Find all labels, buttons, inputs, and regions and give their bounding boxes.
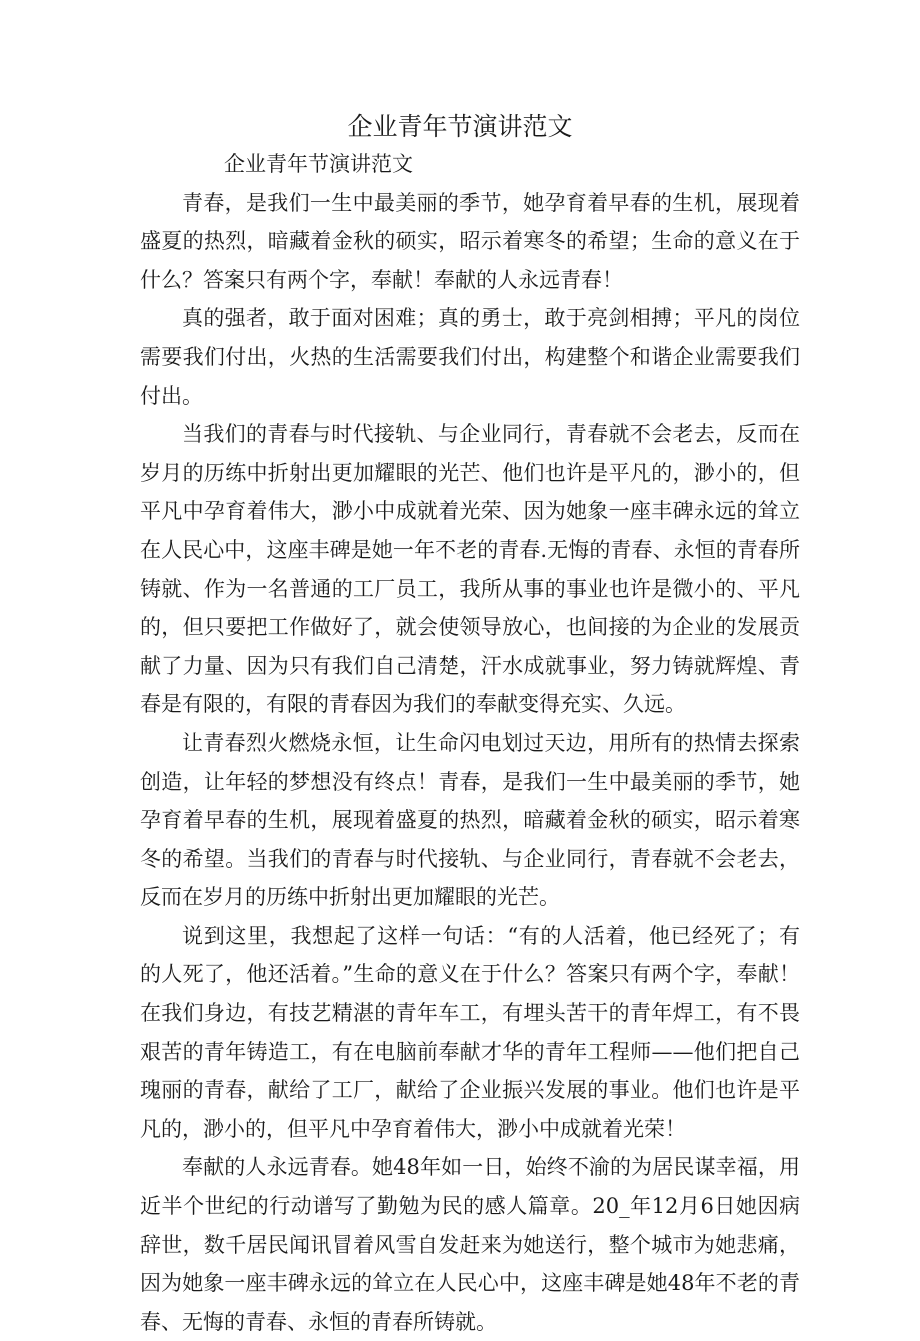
paragraph: 当我们的青春与时代接轨、与企业同行，青春就不会老去，反而在岁月的历练中折射出更加耀眼的光芒、他们也许是平凡的，渺小的，但平凡中孕育着伟大，渺小中成就着光荣、因为她象一座丰碑永远的耸立在人民心中，这座丰碑是她一年不老的青春.无悔的青春、永恒的青春所铸就、作为一名普通的工厂员工，我所从事的事业也许是微小的、平凡的，但只要把工作做好了，就会使领导放心，也间接的为企业的发展贡献了力量、因为只有我们自己清楚，汗水成就事业，努力铸就辉煌、青春是有限的，有限的青春因为我们的奉献变得充实、久远。 bbox=[140, 422, 800, 717]
document-subtitle: 企业青年节演讲范文 bbox=[224, 152, 413, 176]
paragraph: 青春，是我们一生中最美丽的季节，她孕育着早春的生机，展现着盛夏的热烈，暗藏着金秋的硕实，昭示着寒冬的希望；生命的意义在于什么？答案只有两个字，奉献！奉献的人永远青春！ bbox=[140, 190, 800, 292]
paragraph: 让青春烈火燃烧永恒，让生命闪电划过天边，用所有的热情去探索创造，让年轻的梦想没有终点！青春，是我们一生中最美丽的季节，她孕育着早春的生机，展现着盛夏的热烈，暗藏着金秋的硕实，昭示着寒冬的希望。当我们的青春与时代接轨、与企业同行，青春就不会老去，反而在岁月的历练中折射出更加耀眼的光芒。 bbox=[140, 730, 800, 910]
paragraph: 真的强者，敢于面对困难；真的勇士，敢于亮剑相搏；平凡的岗位需要我们付出，火热的生活需要我们付出，构建整个和谐企业需要我们付出。 bbox=[140, 306, 800, 408]
document-title: 企业青年节演讲范文 bbox=[347, 112, 573, 141]
paragraph: 说到这里，我想起了这样一句话：“有的人活着，他已经死了；有的人死了，他还活着。”生命的意义在于什么？答案只有两个字，奉献！在我们身边，有技艺精湛的青年车工，有埋头苦干的青年焊工，有不畏艰苦的青年铸造工，有在电脑前奉献才华的青年工程师——他们把自己瑰丽的青春，献给了工厂，献给了企业振兴发展的事业。他们也许是平凡的，渺小的，但平凡中孕育着伟大，渺小中成就着光荣！ bbox=[140, 923, 800, 1141]
paragraph: 奉献的人永远青春。她48年如一日，始终不渝的为居民谋幸福，用近半个世纪的行动谱写了勤勉为民的感人篇章。20_年12月6日她因病辞世，数千居民闻讯冒着风雪自发赶来为她送行，整个城市为她悲痛，因为她象一座丰碑永远的耸立在人民心中，这座丰碑是她48年不老的青春、无悔的青春、永恒的青春所铸就。 bbox=[140, 1155, 800, 1334]
document-body bbox=[140, 145, 800, 1341]
